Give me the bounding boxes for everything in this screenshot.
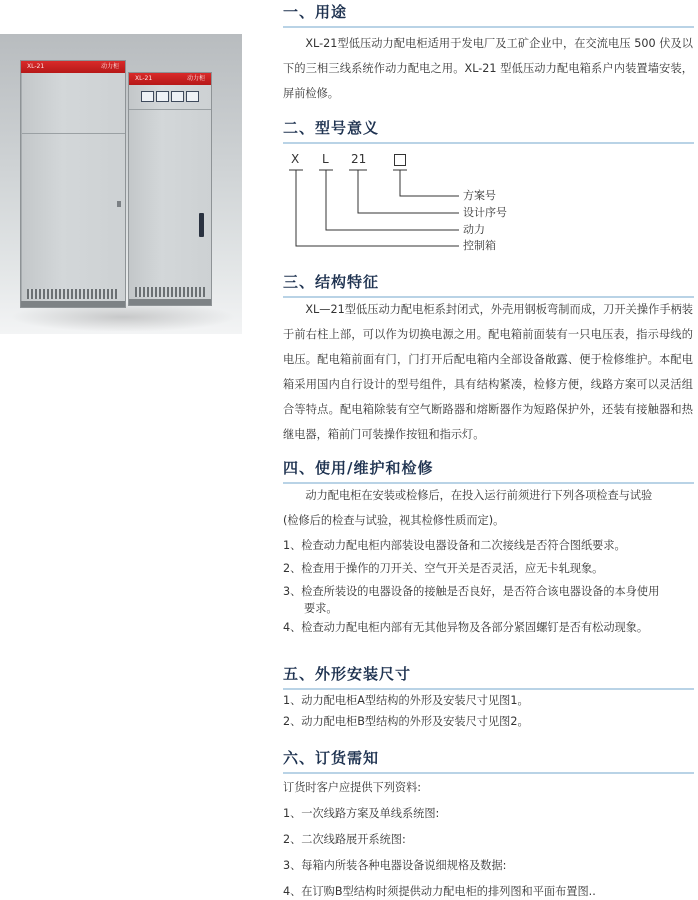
section-1-body [283, 31, 693, 106]
model-code-diagram [283, 150, 543, 256]
cabinet-b-top-bar [129, 73, 211, 85]
section-5-title: 五、外形安装尺寸 [283, 665, 412, 683]
section-1-title: 一、用途 [283, 3, 348, 21]
cabinet-b-seam [129, 109, 211, 110]
meter-icon [171, 91, 184, 102]
section-4-item-1: 1、检查动力配电柜内部装设电器设备和二次接线是否符合图纸要求。 [283, 539, 626, 552]
cabinet-a-label-left: XL-21 [27, 63, 45, 70]
cabinet-b-handle [199, 213, 204, 237]
section-6-item-2: 2、二次线路展开系统图: [283, 833, 406, 846]
meter-icon [141, 91, 154, 102]
cabinet-a-base [21, 301, 125, 307]
code-label-power: 动力 [463, 223, 485, 236]
section-3-paragraph: XL—21型低压动力配电柜系封闭式，外壳用钢板弯制而成，刀开关操作手柄装于前右柱上部，可以作为切换电源之用。配电箱前面装有一只电压表，指示母线的电压。配电箱前面有门，门打开后配电箱内全部设备敞露、便于检修维护。本配电箱采用国内自行设计的型号组件，具有结构紧凑，检修方便，线路方案可以灵活组合等特点。配电箱除装有空气断路器和熔断器作为短路保护外，还装有接触器和热继电器，箱前门可装操作按钮和指示灯。 [283, 303, 693, 441]
cabinet-a-edge [21, 73, 22, 307]
section-2-title: 二、型号意义 [283, 119, 380, 137]
section-4-intro-2: (检修后的检查与试验，视其检修性质而定)。 [283, 514, 505, 527]
product-photo [0, 34, 242, 334]
section-5-item-2: 2、动力配电柜B型结构的外形及安装尺寸见图2。 [283, 715, 529, 728]
cabinet-a-seam [21, 133, 125, 134]
section-2-heading [283, 118, 694, 144]
code-label-control-box: 控制箱 [463, 239, 496, 252]
section-4-title: 四、使用/维护和检修 [283, 459, 434, 477]
section-4-heading [283, 458, 694, 484]
cabinet-b [128, 72, 212, 306]
section-4-item-3-cont: 要求。 [304, 602, 338, 615]
section-6-heading [283, 748, 694, 774]
cabinet-a-label-right: 动力柜 [100, 63, 119, 70]
meter-icon [186, 91, 199, 102]
section-6-title: 六、订货需知 [283, 749, 380, 767]
meter-icon [156, 91, 169, 102]
section-6-item-4: 4、在订购B型结构时须提供动力配电柜的排列图和平面布置图.. [283, 885, 596, 898]
section-1-heading [283, 2, 694, 28]
section-3-title: 三、结构特征 [283, 273, 380, 291]
code-char-x: X [291, 152, 300, 166]
cabinet-b-label-right: 动力柜 [186, 75, 205, 82]
section-5-heading [283, 664, 694, 690]
section-4-intro-1: 动力配电柜在安装或检修后，在投入运行前须进行下列各项检查与试验 [305, 489, 653, 502]
section-4-item-4: 4、检查动力配电柜内部有无其他异物及各部分紧固螺钉是否有松动现象。 [283, 621, 649, 634]
section-5-body [283, 692, 693, 730]
section-3-body [283, 297, 693, 447]
section-6-item-1: 1、一次线路方案及单线系统图: [283, 807, 440, 820]
cabinet-a [20, 60, 126, 308]
code-label-scheme: 方案号 [463, 189, 496, 202]
code-char-21: 21 [351, 152, 367, 166]
cabinet-a-top-bar [21, 61, 125, 73]
section-6-item-0: 订货时客户应提供下列资料: [283, 781, 422, 794]
section-4-body [283, 483, 693, 636]
cabinet-a-grille [27, 289, 119, 299]
section-5-item-1: 1、动力配电柜A型结构的外形及安装尺寸见图1。 [283, 694, 529, 707]
section-4-item-3: 3、检查所装设的电器设备的接触是否良好，是否符合该电器设备的本身使用 [283, 585, 660, 598]
section-4-item-2: 2、检查用于操作的刀开关、空气开关是否灵活，应无卡轧现象。 [283, 562, 604, 575]
section-6-body [283, 779, 693, 900]
cabinet-a-lock [117, 201, 121, 207]
cabinet-b-base [129, 299, 211, 305]
code-char-l: L [322, 152, 329, 166]
cabinet-b-label-left: XL-21 [135, 75, 153, 82]
section-3-heading [283, 272, 694, 298]
code-leader-lines [283, 150, 543, 256]
section-6-item-3: 3、每箱内所装各种电器设备说细规格及数据: [283, 859, 507, 872]
code-label-design-serial: 设计序号 [463, 206, 507, 219]
cabinet-b-grille [135, 287, 205, 297]
section-1-paragraph: XL-21型低压动力配电柜适用于发电厂及工矿企业中，在交流电压 500 伏及以下的三相三线系统作动力配电之用。XL-21 型低压动力配电箱系户内装置墙安装，屏前检修。 [283, 37, 693, 100]
